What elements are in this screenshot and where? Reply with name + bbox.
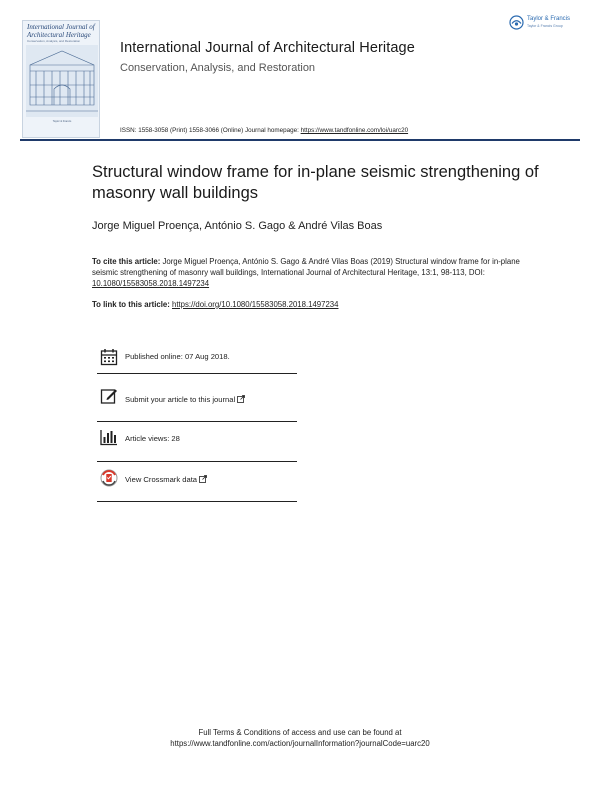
article-title: Structural window frame for in-plane seismic strengthening of masonry wall buildings bbox=[92, 163, 539, 202]
publisher-group: Taylor & Francis Group bbox=[527, 24, 563, 28]
issn-text: ISSN: 1558-3058 (Print) 1558-3066 (Online) Journal homepage: bbox=[120, 127, 301, 134]
citation-block bbox=[92, 256, 532, 289]
footer-terms bbox=[0, 727, 600, 749]
publisher-logo[interactable] bbox=[509, 15, 581, 37]
cover-title bbox=[27, 24, 97, 39]
issn-line bbox=[120, 127, 408, 134]
published-online-label: Published online: 07 Aug 2018. bbox=[125, 352, 230, 361]
journal-homepage-link[interactable]: https://www.tandfonline.com/loi/uarc20 bbox=[300, 127, 409, 134]
cover-title-line2: Architectural Heritage bbox=[27, 30, 91, 39]
external-link-icon bbox=[199, 475, 207, 483]
publisher-logo-icon bbox=[509, 15, 524, 30]
publisher-name: Taylor & Francis bbox=[527, 16, 571, 22]
citation-text: Jorge Miguel Proença, António S. Gago & André Vilas Boas (2019) Structural window frame for in-plane seismic strengthening of masonry wall buildings, International Journal of Architectural Heritage, 13:1, 98-113, DOI: bbox=[92, 257, 520, 277]
submit-article-label: Submit your article to this journal bbox=[125, 395, 236, 404]
cover-subtitle: Conservation, Analysis, and Restoration bbox=[27, 39, 81, 43]
doi-link[interactable]: 10.1080/15583058.2018.1497234 bbox=[92, 279, 210, 288]
citation-label: To cite this article: bbox=[92, 257, 161, 266]
crossmark-label: View Crossmark data bbox=[125, 475, 198, 484]
article-link-line bbox=[92, 300, 338, 309]
crossmark-link[interactable] bbox=[125, 475, 207, 484]
footer-terms-link[interactable]: https://www.tandfonline.com/action/journalInformation?journalCode=uarc20 bbox=[170, 739, 430, 748]
article-authors: Jorge Miguel Proença, António S. Gago & André Vilas Boas bbox=[92, 220, 383, 232]
journal-title: International Journal of Architectural Heritage bbox=[120, 40, 415, 56]
journal-cover-thumbnail[interactable] bbox=[22, 20, 100, 138]
footer-line1: Full Terms & Conditions of access and use can be found at bbox=[198, 728, 402, 737]
link-label: To link to this article: bbox=[92, 300, 172, 309]
published-online-row bbox=[97, 342, 297, 374]
external-link-icon bbox=[237, 395, 245, 403]
submit-article-row[interactable] bbox=[97, 382, 297, 422]
article-views-label: Article views: 28 bbox=[125, 434, 180, 443]
article-views-row bbox=[97, 422, 297, 462]
article-doi-url[interactable]: https://doi.org/10.1080/15583058.2018.1497234 bbox=[172, 300, 339, 309]
journal-subtitle: Conservation, Analysis, and Restoration bbox=[120, 62, 316, 74]
crossmark-row[interactable] bbox=[97, 462, 297, 502]
bar-chart-icon bbox=[100, 428, 118, 446]
cover-title-line1: International Journal of bbox=[27, 23, 95, 31]
calendar-icon bbox=[100, 348, 118, 366]
edit-icon bbox=[100, 387, 118, 405]
cover-architecture-illustration bbox=[26, 45, 98, 117]
crossmark-icon bbox=[100, 469, 118, 487]
cover-publisher: Taylor & Francis bbox=[52, 120, 72, 123]
header-divider bbox=[20, 139, 580, 141]
submit-article-link[interactable] bbox=[125, 395, 245, 404]
